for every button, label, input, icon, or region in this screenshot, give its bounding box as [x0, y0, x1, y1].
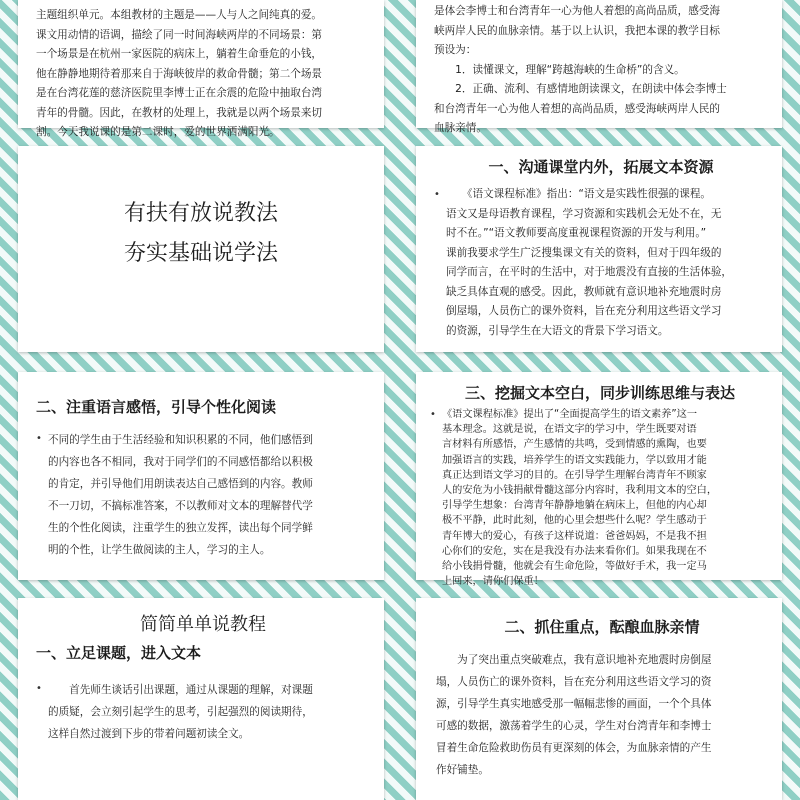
text-line: 和台湾青年一心为他人着想的高尚品质，感受海峡两岸人民的 [434, 102, 721, 115]
text-line: 时不在。”“语文教师要高度重视课程资源的开发与利用。” [446, 227, 707, 239]
section-one-paragraph [434, 185, 768, 341]
text-line: 的资源，引导学生在大语文的背景下学习语文。 [446, 324, 669, 337]
text-line: 人的安危为小钱捐献骨髓这部分内容时，我利用文本的空白， [442, 485, 718, 497]
text-line: 《语文课程标准》提出了“全面提高学生的语文素养”这一 [442, 409, 698, 420]
text-line: 同学而言，在平时的生活中，对于地震没有直接的生活体验， [446, 266, 733, 278]
text-line: 不一刀切，不搞标准答案，不以教师对文本的理解替代学 [48, 500, 313, 512]
text-line: 上回来，请你们保重！ [442, 576, 544, 588]
text-line: 这样自然过渡到下步的带着问题初读全文。 [48, 728, 250, 740]
text-line: 塌，人员伤亡的课外资料，旨在充分利用这些语文学习的资 [436, 676, 712, 688]
text-line: 缺乏具体直观的感受。因此，教师就有意识地补充地震时房 [446, 285, 722, 298]
text-line: 预设为： [434, 44, 477, 56]
text-line: 极不平静，此时此刻，他的心里会想些什么呢？学生感动于 [442, 515, 707, 527]
section-two-kinship-body [436, 649, 768, 781]
text-line: 一个场景是在杭州一家医院的病床上，躺着生命垂危的小钱， [36, 48, 323, 60]
text-line: 青年博大的爱心，有孩子这样说道：爸爸妈妈，不是我不担 [442, 530, 707, 542]
bullet-dot: • [36, 683, 42, 694]
title-line-teaching-method: 有扶有放说教法 [123, 201, 278, 226]
text-line: 主题组织单元。本组教材的主题是——人与人之间纯真的爱。 [36, 9, 323, 21]
text-line: 生的个性化阅读，注重学生的独立发挥，读出每个同学鲜 [48, 522, 313, 534]
text-line: 的质疑，会立刻引起学生的思考，引起强烈的阅读期待， [48, 706, 313, 718]
section-one-heading: 一、沟通课堂内外，拓展文本资源 [488, 158, 714, 176]
bullet-dot: • [36, 433, 42, 444]
text-line: 给小钱捐骨髓，他就会有生命危险，等做好手术，我一定马 [442, 561, 707, 573]
teaching-process-paragraph [36, 679, 370, 745]
title-line-learning-method: 夯实基础说学法 [123, 241, 278, 266]
teaching-process-subheading: 一、立足课题，进入文本 [36, 644, 202, 662]
text-line: 真正达到语文学习的目的。在引导学生理解台湾青年不顾家 [442, 469, 707, 481]
text-line: 的肯定，并引导他们用朗读表达自己感悟到的内容。教师 [48, 478, 313, 490]
text-line: 明的个性，让学生做阅读的主人，学习的主人。 [48, 544, 271, 556]
section-one-body [446, 185, 768, 341]
objectives-card [416, 0, 782, 134]
text-line: 课文用动情的语调，描绘了同一时间海峡两岸的不同场景：第 [36, 28, 323, 41]
text-line: 冒着生命危险救助伤员有更深刻的体会，为血脉亲情的产生 [436, 742, 712, 754]
teaching-process-card [18, 598, 384, 800]
section-three-card [416, 372, 782, 588]
section-one-card [416, 146, 782, 352]
section-three-paragraph [430, 407, 770, 589]
text-line: 为了突出重点突破难点，我有意识地补充地震时房倒屋 [436, 654, 712, 666]
section-two-reading-card [18, 372, 384, 580]
teaching-process-title: 简简单单说教程 [140, 614, 266, 635]
section-two-kinship-card [416, 598, 782, 800]
bullet-dot: • [434, 189, 440, 200]
title-slide-card [18, 146, 384, 352]
bullet-dot: • [430, 409, 436, 420]
text-line: 源，引导学生真实地感受那一幅幅悲惨的画面，一个个具体 [436, 698, 712, 710]
text-line: 《语文课程标准》指出：“语文是实践性很强的课程。 [446, 188, 712, 200]
text-line: 不同的学生由于生活经验和知识积累的不同，他们感悟到 [48, 434, 313, 446]
text-line: 言材料有所感悟，产生感情的共鸣，受到情感的熏陶，也要 [442, 439, 707, 451]
text-line: 心你们的安危，实在是我没有办法来看你们。如果我现在不 [442, 545, 707, 557]
section-three-heading: 三、挖掘文本空白，同步训练思维与表达 [464, 384, 735, 402]
text-line: 作好铺垫。 [436, 764, 489, 776]
section-two-kinship-heading: 二、抓住重点，酝酿血脉亲情 [504, 618, 700, 636]
text-line: 1．读懂课文，理解“跨越海峡的生命桥”的含义。 [434, 63, 685, 76]
text-line: 语文又是母语教育课程，学习资源和实践机会无处不在，无 [446, 207, 722, 220]
intro-text-body [36, 6, 366, 143]
text-line: 是体会李博士和台湾青年一心为他人着想的高尚品质，感受海 [434, 5, 721, 17]
section-two-reading-paragraph [36, 429, 370, 561]
text-line: 首先师生谈话引出课题，通过从课题的理解，对课题 [48, 684, 313, 696]
text-line: 课前我要求学生广泛搜集课文有关的资料，但对于四年级的 [446, 246, 722, 259]
text-line: 割。今天我说课的是第二课时，爱的世界洒满阳光。 [36, 126, 280, 138]
text-line: 可感的数据，激荡着学生的心灵，学生对台湾青年和李博士 [436, 720, 712, 732]
teaching-process-body [48, 679, 370, 745]
text-line: 他在静静地期待着那来自于海峡彼岸的救命骨髓；第二个场景 [36, 67, 323, 80]
intro-text-card [18, 0, 384, 138]
text-line: 血脉亲情。 [434, 122, 487, 134]
text-line: 青年的骨髓。因此，在教材的处理上，我就是以两个场景来切 [36, 106, 323, 119]
text-line: 倒屋塌，人员伤亡的课外资料，旨在充分利用这些语文学习 [446, 305, 722, 317]
text-line: 基本理念。这就是说，在语文字的学习中，学生既要对语 [442, 424, 697, 436]
text-line: 加强语言的实践，培养学生的语文实践能力，学以致用才能 [442, 454, 707, 466]
text-line: 2．正确、流利、有感情地朗读课文，在朗读中体会李博士 [434, 83, 727, 95]
objectives-body [434, 2, 764, 139]
section-two-reading-body [48, 429, 370, 561]
section-three-body [442, 407, 770, 589]
text-line: 是在台湾花莲的慈济医院里李博士正在余震的危险中抽取台湾 [36, 87, 323, 99]
text-line: 的内容也各不相同，我对于同学们的不同感悟都给以积极 [48, 456, 313, 468]
section-two-reading-heading: 二、注重语言感悟，引导个性化阅读 [36, 398, 277, 416]
text-line: 峡两岸人民的血脉亲情。基于以上认识，我把本课的教学目标 [434, 24, 721, 37]
text-line: 引导学生想象：台湾青年静静地躺在病床上，但他的内心却 [442, 500, 707, 512]
